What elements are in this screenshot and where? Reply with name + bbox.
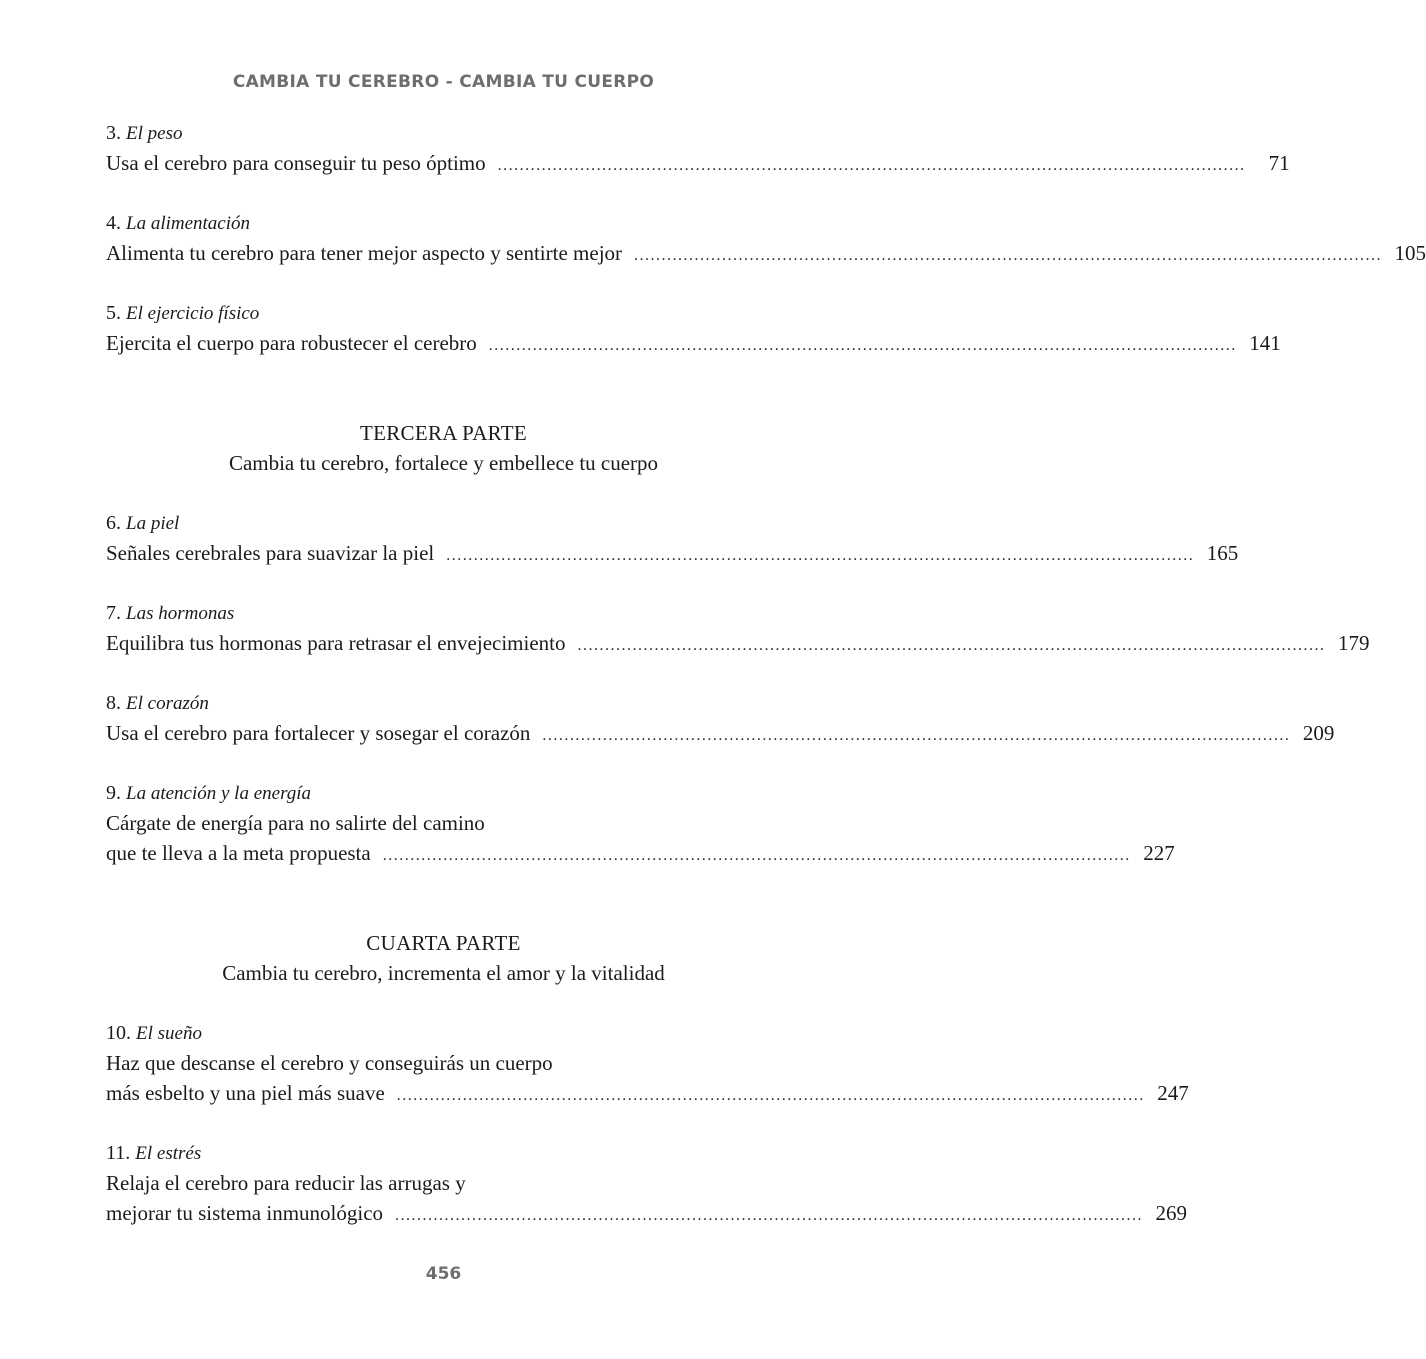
page-number: 209 xyxy=(1302,721,1335,745)
chapter-subtitle-continued: más esbelto y una piel más suave xyxy=(106,1081,385,1105)
chapter-title: El peso xyxy=(126,123,183,144)
chapter-subtitle: Relaja el cerebro para reducir las arrugas y xyxy=(106,1171,466,1195)
chapter-number: 9. xyxy=(106,782,121,804)
dot-leader: ........................................................................................................................................ xyxy=(634,247,1383,264)
chapter-number: 8. xyxy=(106,692,121,714)
toc-entry-4-heading xyxy=(106,208,778,238)
toc-entry-6-line[interactable] xyxy=(106,538,1239,568)
toc-entry-3-heading xyxy=(106,118,778,148)
page-number: 227 xyxy=(1143,841,1175,865)
chapter-title: La atención y la energía xyxy=(126,783,312,804)
chapter-title: Las hormonas xyxy=(126,603,235,624)
dot-leader: ........................................................................................................................................ xyxy=(382,847,1131,864)
dot-leader: ........................................................................................................................................ xyxy=(542,727,1291,744)
part-heading-third: TERCERA PARTE xyxy=(360,421,527,445)
chapter-number: 6. xyxy=(106,512,121,534)
page-number: 141 xyxy=(1249,331,1281,355)
page-number: 105 xyxy=(1394,241,1426,265)
page-number: 247 xyxy=(1157,1081,1189,1105)
toc-entry-10-line-1[interactable] xyxy=(106,1048,778,1078)
chapter-subtitle: Equilibra tus hormonas para retrasar el envejecimiento xyxy=(106,631,566,655)
toc-entry-3-line[interactable] xyxy=(106,148,1290,178)
part-subtitle-third: Cambia tu cerebro, fortalece y embellece tu cuerpo xyxy=(228,451,659,475)
toc-entry-10-heading xyxy=(106,1018,778,1048)
part-heading-fourth: CUARTA PARTE xyxy=(366,931,521,955)
page-number: 165 xyxy=(1206,541,1239,565)
toc-entry-8-heading xyxy=(106,688,778,718)
chapter-subtitle-continued: que te lleva a la meta propuesta xyxy=(106,841,371,865)
dot-leader: ........................................................................................................................................ xyxy=(396,1087,1145,1104)
dot-leader: ........................................................................................................................................ xyxy=(497,157,1246,174)
chapter-number: 5. xyxy=(106,302,121,324)
toc-entry-9-heading xyxy=(106,778,778,808)
chapter-title: El sueño xyxy=(136,1023,202,1044)
toc-entry-7-heading xyxy=(106,598,778,628)
toc-entry-11-heading xyxy=(106,1138,778,1168)
running-header: CAMBIA TU CEREBRO - CAMBIA TU CUERPO xyxy=(232,72,655,92)
chapter-subtitle: Ejercita el cuerpo para robustecer el cerebro xyxy=(106,331,477,355)
part-subtitle-fourth: Cambia tu cerebro, incrementa el amor y la vitalidad xyxy=(222,961,665,985)
toc-entry-8-line[interactable] xyxy=(106,718,1335,748)
toc-entry-10-line-2[interactable] xyxy=(106,1078,1189,1108)
toc-entry-4-line[interactable] xyxy=(106,238,1426,268)
chapter-number: 11. xyxy=(106,1142,131,1164)
chapter-subtitle: Usa el cerebro para conseguir tu peso óptimo xyxy=(106,151,486,175)
page-number-footer: 456 xyxy=(425,1264,462,1284)
chapter-subtitle: Usa el cerebro para fortalecer y sosegar el corazón xyxy=(106,721,531,745)
page-number: 71 xyxy=(1268,151,1290,175)
chapter-number: 10. xyxy=(106,1022,131,1044)
dot-leader: ........................................................................................................................................ xyxy=(488,337,1237,354)
toc-entry-9-line-2[interactable] xyxy=(106,838,1175,868)
chapter-number: 3. xyxy=(106,122,121,144)
page-number: 269 xyxy=(1155,1201,1188,1225)
chapter-title: El ejercicio físico xyxy=(126,303,260,324)
chapter-subtitle: Cárgate de energía para no salirte del camino xyxy=(106,811,485,835)
chapter-subtitle: Alimenta tu cerebro para tener mejor aspecto y sentirte mejor xyxy=(106,241,623,265)
toc-entry-5-heading xyxy=(106,298,778,328)
dot-leader: ........................................................................................................................................ xyxy=(446,547,1195,564)
toc-entry-6-heading xyxy=(106,508,778,538)
dot-leader: ........................................................................................................................................ xyxy=(577,637,1326,654)
chapter-title: El corazón xyxy=(126,693,209,714)
toc-entry-11-line-1[interactable] xyxy=(106,1168,778,1198)
chapter-number: 7. xyxy=(106,602,121,624)
chapter-number: 4. xyxy=(106,212,121,234)
chapter-subtitle: Señales cerebrales para suavizar la piel xyxy=(106,541,435,565)
chapter-title: La alimentación xyxy=(126,213,251,234)
toc-entry-11-line-2[interactable] xyxy=(106,1198,1188,1228)
dot-leader: ........................................................................................................................................ xyxy=(395,1207,1144,1224)
chapter-subtitle-continued: mejorar tu sistema inmunológico xyxy=(106,1201,384,1225)
chapter-subtitle: Haz que descanse el cerebro y conseguirás un cuerpo xyxy=(106,1051,553,1075)
chapter-title: La piel xyxy=(126,513,180,534)
toc-entry-9-line-1[interactable] xyxy=(106,808,778,838)
toc-entry-5-line[interactable] xyxy=(106,328,1281,358)
toc-entry-7-line[interactable] xyxy=(106,628,1370,658)
page-number: 179 xyxy=(1338,631,1370,655)
chapter-title: El estrés xyxy=(135,1143,202,1164)
